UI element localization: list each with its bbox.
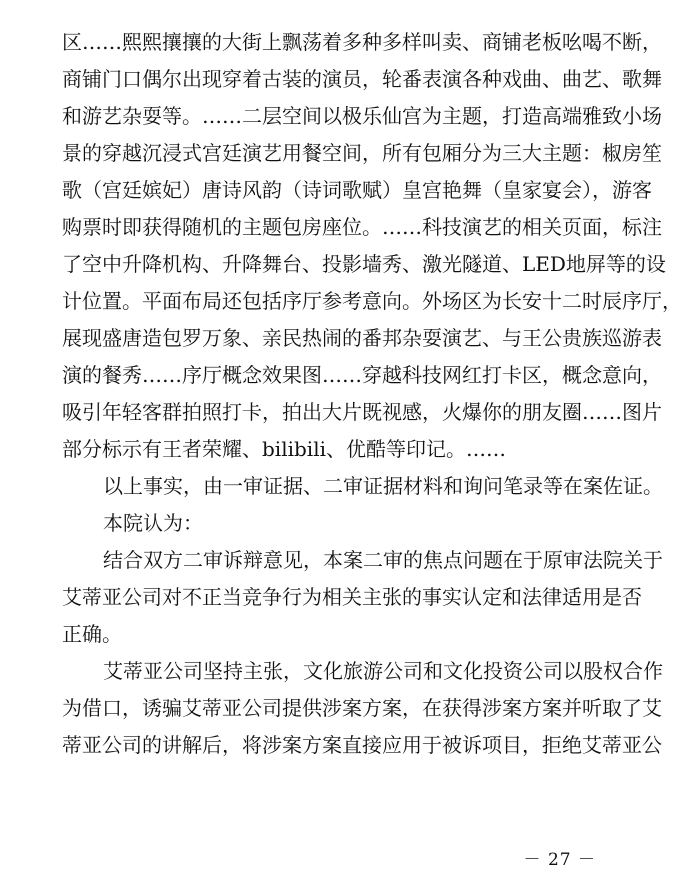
text-line: 蒂亚公司的讲解后，将涉案方案直接应用于被诉项目，拒绝艾蒂亚公 <box>62 733 662 757</box>
text-line: 艾蒂亚公司对不正当竞争行为相关主张的事实认定和法律适用是否 <box>62 585 642 609</box>
text-line: 了空中升降机构、升降舞台、投影墙秀、激光隧道、LED地屏等的设 <box>62 252 666 276</box>
text-line: 吸引年轻客群拍照打卡，拍出大片既视感，火爆你的朋友圈……图片 <box>62 400 662 424</box>
text-line: 部分标示有王者荣耀、bilibili、优酷等印记。…… <box>62 437 506 461</box>
text-line: 展现盛唐造包罗万象、亲民热闹的番邦杂耍演艺、与王公贵族巡游表 <box>62 326 662 350</box>
text-line: 计位置。平面布局还包括序厅参考意向。外场区为长安十二时辰序厅， <box>62 289 682 313</box>
text-line: 歌（宫廷嫔妃）唐诗风韵（诗词歌赋）皇宫艳舞（皇家宴会），游客 <box>62 178 652 202</box>
text-line: 为借口，诱骗艾蒂亚公司提供涉案方案，在获得涉案方案并听取了艾 <box>62 696 662 720</box>
text-line: 商铺门口偶尔出现穿着古装的演员，轮番表演各种戏曲、曲艺、歌舞 <box>62 67 662 91</box>
paragraph-line: 艾蒂亚公司坚持主张，文化旅游公司和文化投资公司以股权合作 <box>103 659 663 683</box>
text-line: 演的餐秀……序厅概念效果图……穿越科技网红打卡区，概念意向， <box>62 363 662 387</box>
paragraph-line: 结合双方二审诉辩意见，本案二审的焦点问题在于原审法院关于 <box>103 548 663 572</box>
text-line: 区……熙熙攘攘的大街上飘荡着多种多样叫卖、商铺老板吆喝不断， <box>62 30 662 54</box>
text-line: 景的穿越沉浸式宫廷演艺用餐空间，所有包厢分为三大主题：椒房笙 <box>62 141 662 165</box>
text-line: 和游艺杂耍等。……二层空间以极乐仙宫为主题，打造高端雅致小场 <box>62 104 662 128</box>
section-heading: 本院认为： <box>103 511 203 535</box>
text-line: 正确。 <box>62 622 122 646</box>
paragraph-line: 以上事实，由一审证据、二审证据材料和询问笔录等在案佐证。 <box>103 474 663 498</box>
text-line: 购票时即获得随机的主题包房座位。……科技演艺的相关页面，标注 <box>62 215 662 239</box>
page-number: － 27 － <box>523 850 596 870</box>
